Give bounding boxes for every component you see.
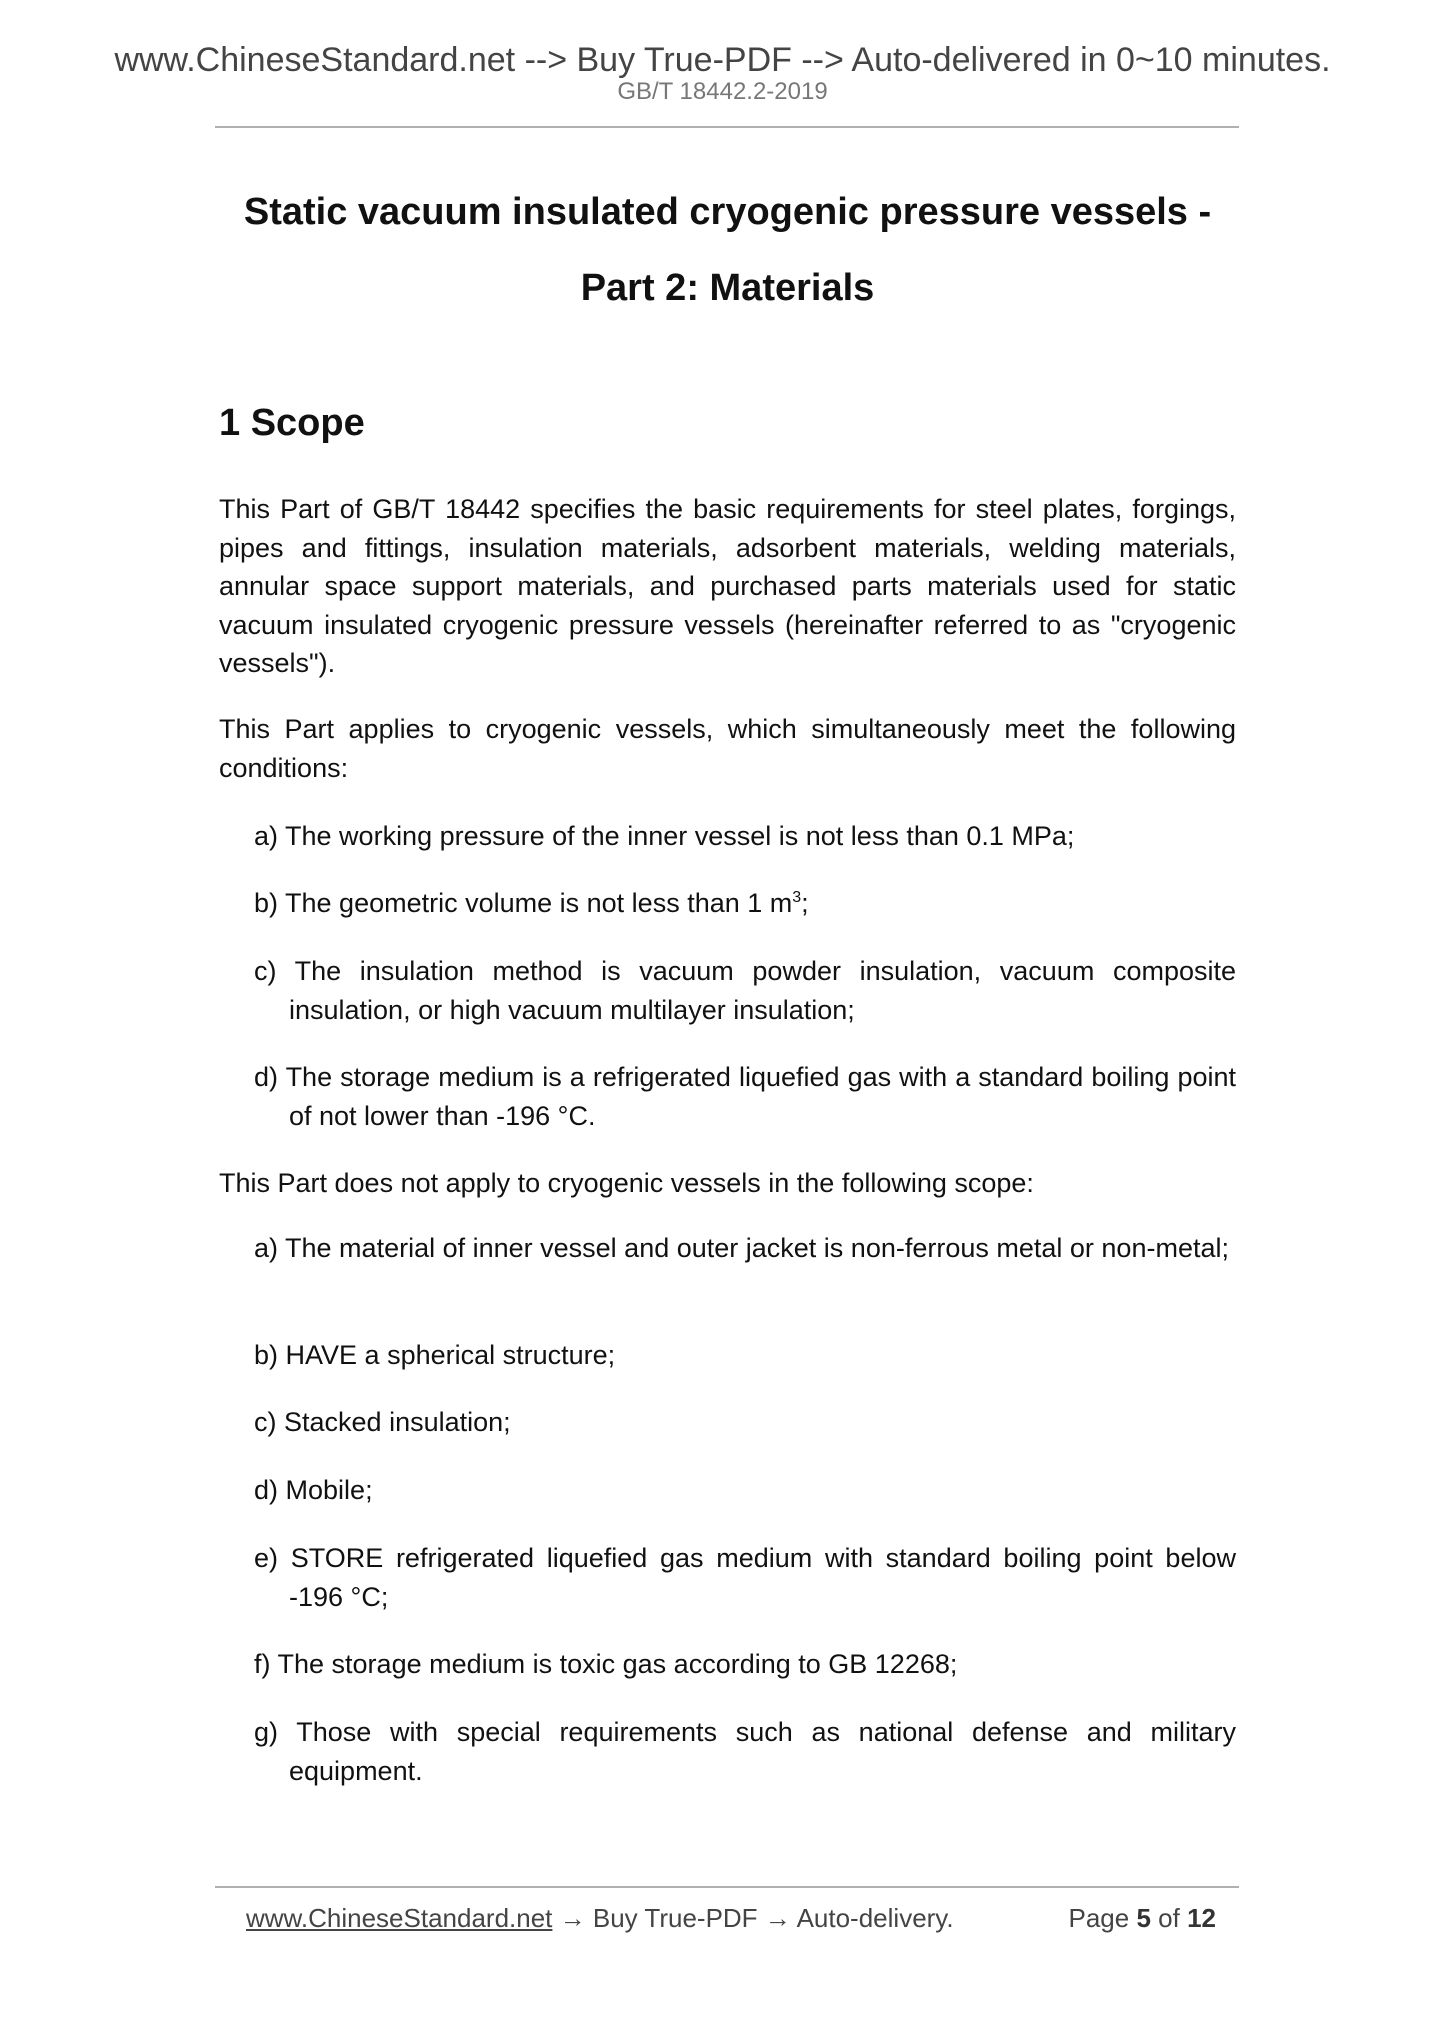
item-text: Those with special requirements such as national defense and military equipment. bbox=[289, 1717, 1236, 1786]
excluded-item-c bbox=[254, 1403, 1236, 1442]
doc-title-line2: Part 2: Materials bbox=[580, 267, 875, 309]
item-label: d) bbox=[254, 1475, 279, 1505]
footer-divider bbox=[215, 1886, 1239, 1888]
item-text: The working pressure of the inner vessel is not less than 0.1 MPa; bbox=[285, 821, 1075, 851]
scope-paragraph-2: This Part applies to cryogenic vessels, which simultaneously meet the following conditions: bbox=[219, 714, 1236, 783]
item-label: f) bbox=[254, 1649, 271, 1679]
item-text: The geometric volume is not less than 1 m bbox=[285, 888, 793, 918]
item-label: c) bbox=[254, 1407, 277, 1437]
item-label: b) bbox=[254, 1340, 279, 1370]
footer-site-link[interactable]: www.ChineseStandard.net bbox=[246, 1903, 553, 1933]
excluded-item-e bbox=[254, 1539, 1236, 1616]
item-text: The material of inner vessel and outer jacket is non-ferrous metal or non-metal; bbox=[285, 1233, 1229, 1263]
item-text: Mobile; bbox=[285, 1475, 373, 1505]
applies-item-b bbox=[254, 884, 1236, 923]
footer-left bbox=[246, 1902, 954, 1934]
item-label: g) bbox=[254, 1717, 279, 1747]
of-label: of bbox=[1158, 1903, 1180, 1933]
standard-number: GB/T 18442.2-2019 bbox=[617, 78, 828, 105]
excluded-item-a bbox=[254, 1229, 1236, 1268]
excluded-item-g bbox=[254, 1713, 1236, 1790]
section-heading: 1 Scope bbox=[219, 402, 365, 444]
applies-item-d bbox=[254, 1058, 1236, 1135]
item-label: a) bbox=[254, 821, 279, 851]
header-banner: www.ChineseStandard.net --> Buy True-PDF --> Auto-delivered in 0~10 minutes. bbox=[114, 41, 1331, 79]
item-label: a) bbox=[254, 1233, 279, 1263]
item-tail: ; bbox=[801, 888, 809, 918]
item-text: The insulation method is vacuum powder insulation, vacuum composite insulation, or high vacuum multilayer insulation; bbox=[289, 956, 1236, 1025]
header-divider bbox=[215, 126, 1239, 128]
item-text: STORE refrigerated liquefied gas medium with standard boiling point below -196 °C; bbox=[289, 1543, 1236, 1612]
item-label: d) bbox=[254, 1062, 279, 1092]
scope-paragraph-3: This Part does not apply to cryogenic vessels in the following scope: bbox=[219, 1168, 1034, 1198]
scope-paragraph-1: This Part of GB/T 18442 specifies the basic requirements for steel plates, forgings, pipes and fittings, insulation materials, adsorbent materials, welding materials, annular space support materials, and purchased parts materials used for static vacuum insulated cryogenic pressure vessels (hereinafter referred to as "cryogenic vessels"). bbox=[219, 494, 1236, 678]
page-number: 5 bbox=[1136, 1903, 1151, 1933]
item-label: b) bbox=[254, 888, 279, 918]
item-text: The storage medium is a refrigerated liquefied gas with a standard boiling point of not lower than -196 °C. bbox=[285, 1062, 1236, 1131]
footer-text: → Buy True-PDF → Auto-delivery. bbox=[552, 1903, 954, 1933]
item-text: Stacked insulation; bbox=[284, 1407, 511, 1437]
footer bbox=[246, 1902, 1216, 1934]
item-label: e) bbox=[254, 1543, 279, 1573]
doc-title-line1: Static vacuum insulated cryogenic pressure vessels - bbox=[243, 191, 1212, 233]
page-label: Page bbox=[1068, 1903, 1130, 1933]
page-indicator bbox=[1068, 1902, 1216, 1934]
excluded-item-d bbox=[254, 1471, 1236, 1510]
item-text: HAVE a spherical structure; bbox=[285, 1340, 616, 1370]
page-total: 12 bbox=[1187, 1903, 1216, 1933]
applies-item-c bbox=[254, 952, 1236, 1029]
applies-item-a bbox=[254, 817, 1236, 856]
excluded-item-b bbox=[254, 1336, 1236, 1375]
item-text: The storage medium is toxic gas according to GB 12268; bbox=[277, 1649, 958, 1679]
item-label: c) bbox=[254, 956, 277, 986]
excluded-item-f bbox=[254, 1645, 1236, 1684]
superscript: 3 bbox=[792, 889, 802, 906]
